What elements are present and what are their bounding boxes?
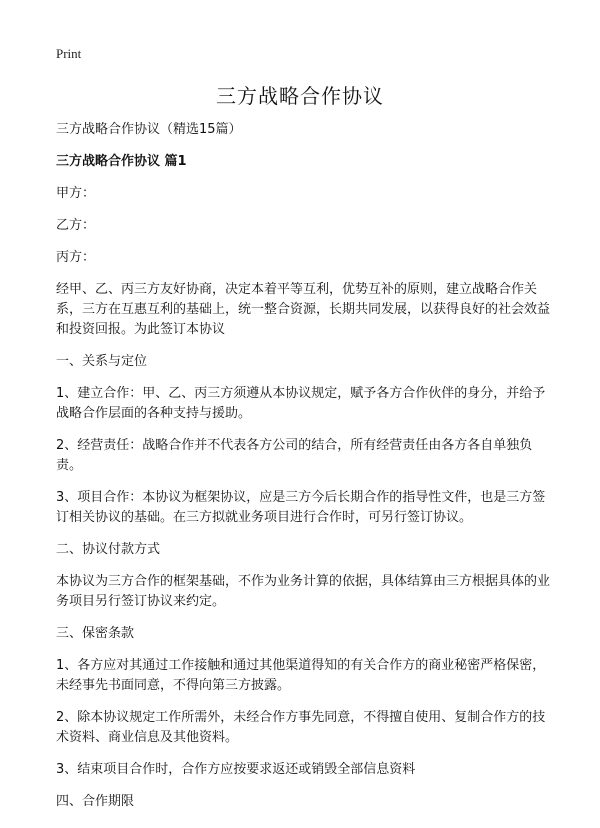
document-subtitle: 三方战略合作协议（精选15篇） — [56, 122, 242, 137]
heading-payment: 二、协议付款方式 — [56, 542, 161, 557]
clause-1-1: 1、建立合作：甲、乙、丙三方须遵从本协议规定，赋予各方合作伙伴的身分，并给予战略合作层面的各种支持与援助。 — [56, 386, 546, 421]
heading-term: 四、合作期限 — [56, 794, 135, 809]
document-body — [56, 120, 552, 824]
print-link[interactable]: Print — [56, 46, 82, 61]
party-c-label: 丙方： — [56, 250, 96, 265]
intro-paragraph: 经甲、乙、丙三方友好协商，决定本着平等互利，优势互补的原则，建立战略合作关系，三方在互惠互利的基础上，统一整合资源，长期共同发展，以获得良好的社会效益和投资回报。为此签订本协议 — [56, 282, 551, 337]
heading-relationship: 一、关系与定位 — [56, 354, 148, 369]
party-a-label: 甲方： — [56, 186, 96, 201]
heading-confidentiality: 三、保密条款 — [56, 626, 135, 641]
clause-3-1: 1、各方应对其通过工作接触和通过其他渠道得知的有关合作方的商业秘密严格保密，未经事先书面同意，不得向第三方披露。 — [56, 658, 546, 693]
payment-paragraph: 本协议为三方合作的框架基础，不作为业务计算的依据，具体结算由三方根据具体的业务项目另行签订协议来约定。 — [56, 574, 551, 609]
clause-3-2: 2、除本协议规定工作所需外，未经合作方事先同意，不得擅自使用、复制合作方的技术资料、商业信息及其他资料。 — [56, 710, 546, 745]
section-title: 三方战略合作协议 篇1 — [56, 154, 187, 169]
party-b-label: 乙方： — [56, 218, 96, 233]
page-title: 三方战略合作协议 — [216, 84, 384, 108]
clause-3-3: 3、结束项目合作时，合作方应按要求返还或销毁全部信息资料 — [56, 762, 416, 777]
clause-1-3: 3、项目合作：本协议为框架协议，应是三方今后长期合作的指导性文件，也是三方签订相关协议的基础。在三方拟就业务项目进行合作时，可另行签订协议。 — [56, 490, 546, 525]
clause-1-2: 2、经营责任：战略合作并不代表各方公司的结合，所有经营责任由各方各自单独负责。 — [56, 438, 533, 473]
